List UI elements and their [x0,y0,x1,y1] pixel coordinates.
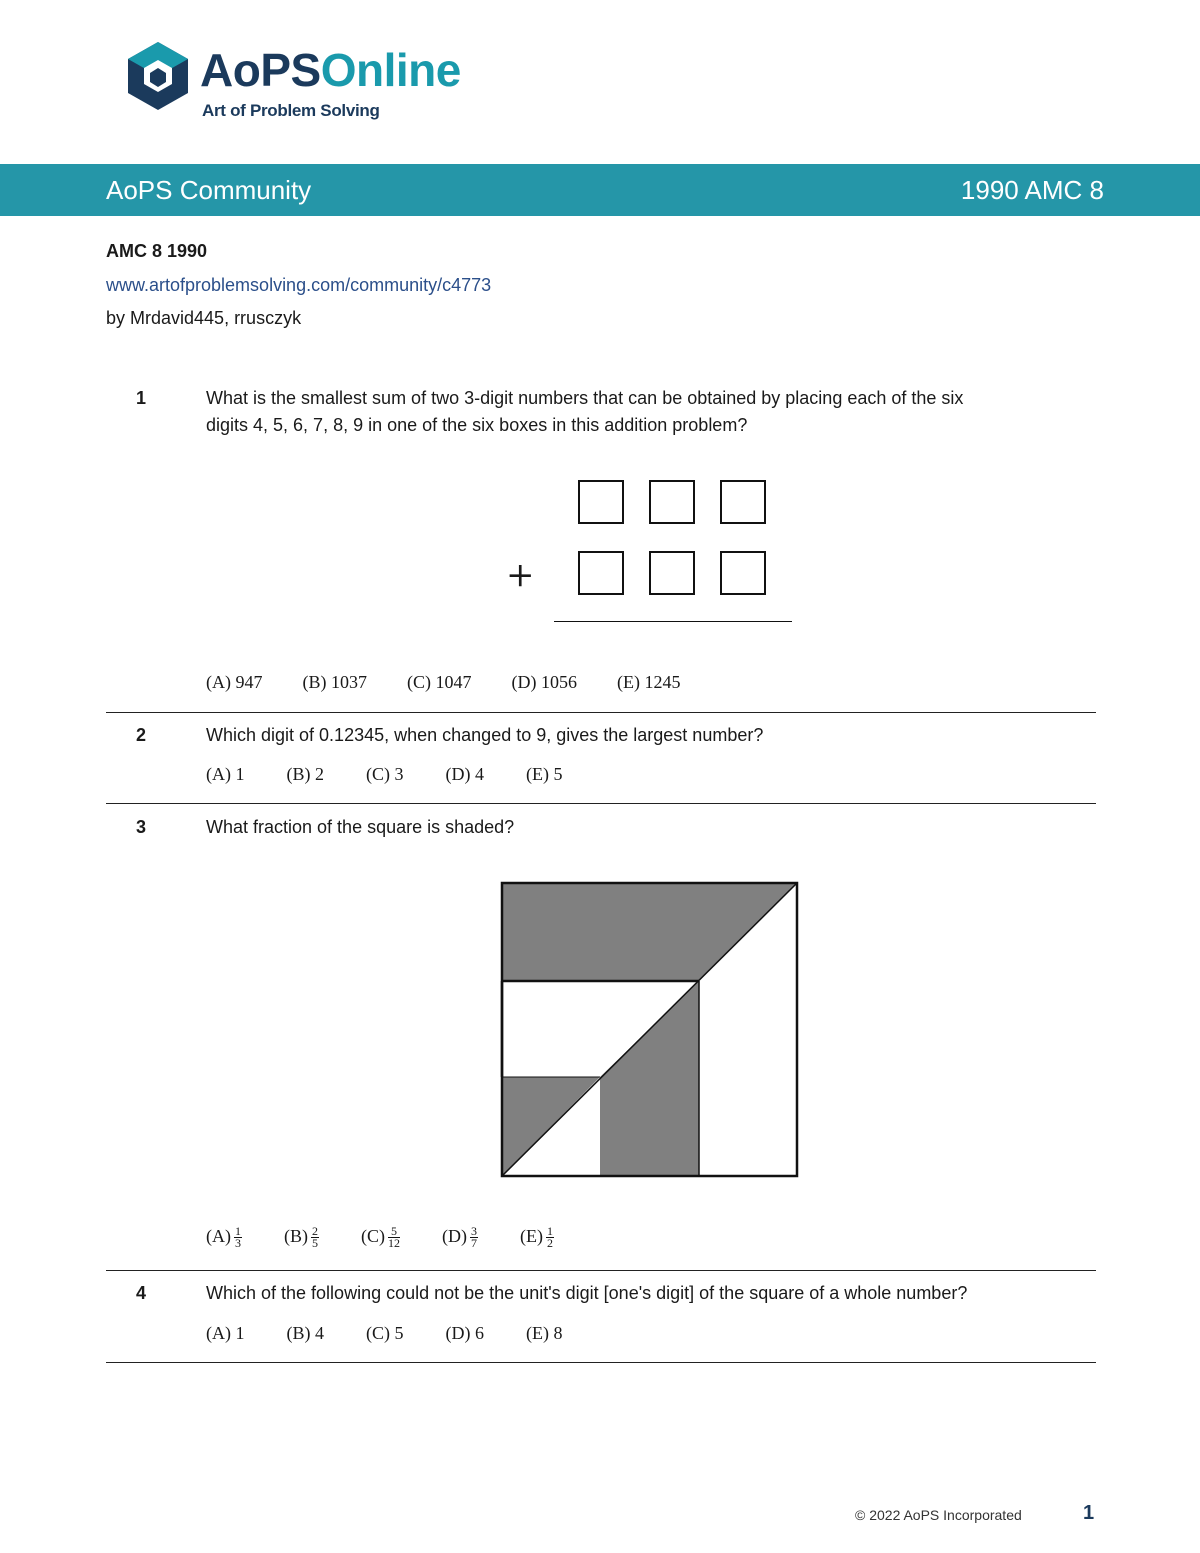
divider [106,1362,1096,1363]
problem-1-line-1: What is the smallest sum of two 3-digit numbers that can be obtained by placing each of the six [206,388,964,408]
problem-1-line-2: digits 4, 5, 6, 7, 8, 9 in one of the six boxes in this addition problem? [206,415,748,435]
logo-online: Online [320,44,461,96]
fraction: $\frac{1}{3}$ [235,1224,241,1251]
fraction: $\frac{5}{12}$ [388,1224,400,1251]
digit-box [649,551,695,595]
problem-4-number: 4 [136,1283,147,1303]
problem-3-number: 3 [136,817,147,837]
doc-title: AMC 8 1990 [106,241,208,261]
problem-4-text: Which of the following could not be the unit's digit [one's digit] of the square of a whole number? [206,1283,968,1303]
logo-wordmark [200,44,461,96]
problem-3-text: What fraction of the square is shaded? [206,817,515,837]
choice-c[interactable]: (C) $\frac{5}{12}$ [361,1224,400,1251]
header-contest: 1990 AMC 8 [960,175,1104,205]
choice-d[interactable]: (D) $\frac{3}{7}$ [442,1224,477,1251]
choice-b[interactable]: (B) 4 [286,1323,324,1343]
problem-4-choices [206,1323,604,1344]
problem-2-text: Which digit of 0.12345, when changed to 9, gives the largest number? [206,725,764,745]
authors: by Mrdavid445, rrusczyk [106,308,302,328]
problem-3-choices [206,1226,596,1249]
fraction: $\frac{2}{5}$ [312,1224,318,1251]
logo-subtitle: Art of Problem Solving [202,101,380,120]
choice-d[interactable]: (D) 1056 [511,672,577,692]
choice-d[interactable]: (D) 4 [445,764,484,784]
choice-d[interactable]: (D) 6 [445,1323,484,1343]
choice-e[interactable]: (E) 5 [526,764,563,784]
page-number: 1 [1083,1502,1095,1524]
digit-box [720,480,766,524]
community-link[interactable]: www.artofproblemsolving.com/community/c4773 [106,275,492,295]
choice-b[interactable]: (B) 1037 [302,672,367,692]
problem-1-number: 1 [136,388,147,408]
choice-b[interactable]: (B) 2 [286,764,324,784]
plus-sign: + [506,555,535,595]
shaded-square-figure [500,881,800,1184]
fraction: $\frac{3}{7}$ [471,1224,477,1251]
choice-a[interactable]: (A) 1 [206,764,245,784]
problem-1-text [206,385,1106,439]
sum-line [554,621,792,622]
choice-c[interactable]: (C) 1047 [407,672,472,692]
footer-copyright: © 2022 AoPS Incorporated [855,1507,1022,1523]
choice-c[interactable]: (C) 3 [366,764,404,784]
choice-e[interactable]: (E) 1245 [617,672,681,692]
problem-2-number: 2 [136,725,147,745]
digit-box [720,551,766,595]
divider [106,803,1096,804]
divider [106,1270,1096,1271]
choice-e[interactable]: (E) $\frac{1}{2}$ [520,1224,553,1251]
choice-e[interactable]: (E) 8 [526,1323,563,1343]
divider [106,712,1096,713]
choice-b[interactable]: (B) $\frac{2}{5}$ [284,1224,318,1251]
logo-aops: AoPS [200,44,321,96]
choice-a[interactable]: (A) 1 [206,1323,245,1343]
digit-box [649,480,695,524]
choice-a[interactable]: (A) 947 [206,672,263,692]
digit-box [578,551,624,595]
problem-1-choices [206,672,722,693]
digit-box [578,480,624,524]
aops-logo-icon [126,40,190,117]
choice-a[interactable]: (A) $\frac{1}{3}$ [206,1224,241,1251]
problem-2-choices [206,764,604,785]
header-community: AoPS Community [106,175,312,205]
choice-c[interactable]: (C) 5 [366,1323,404,1343]
fraction: $\frac{1}{2}$ [546,1224,553,1251]
